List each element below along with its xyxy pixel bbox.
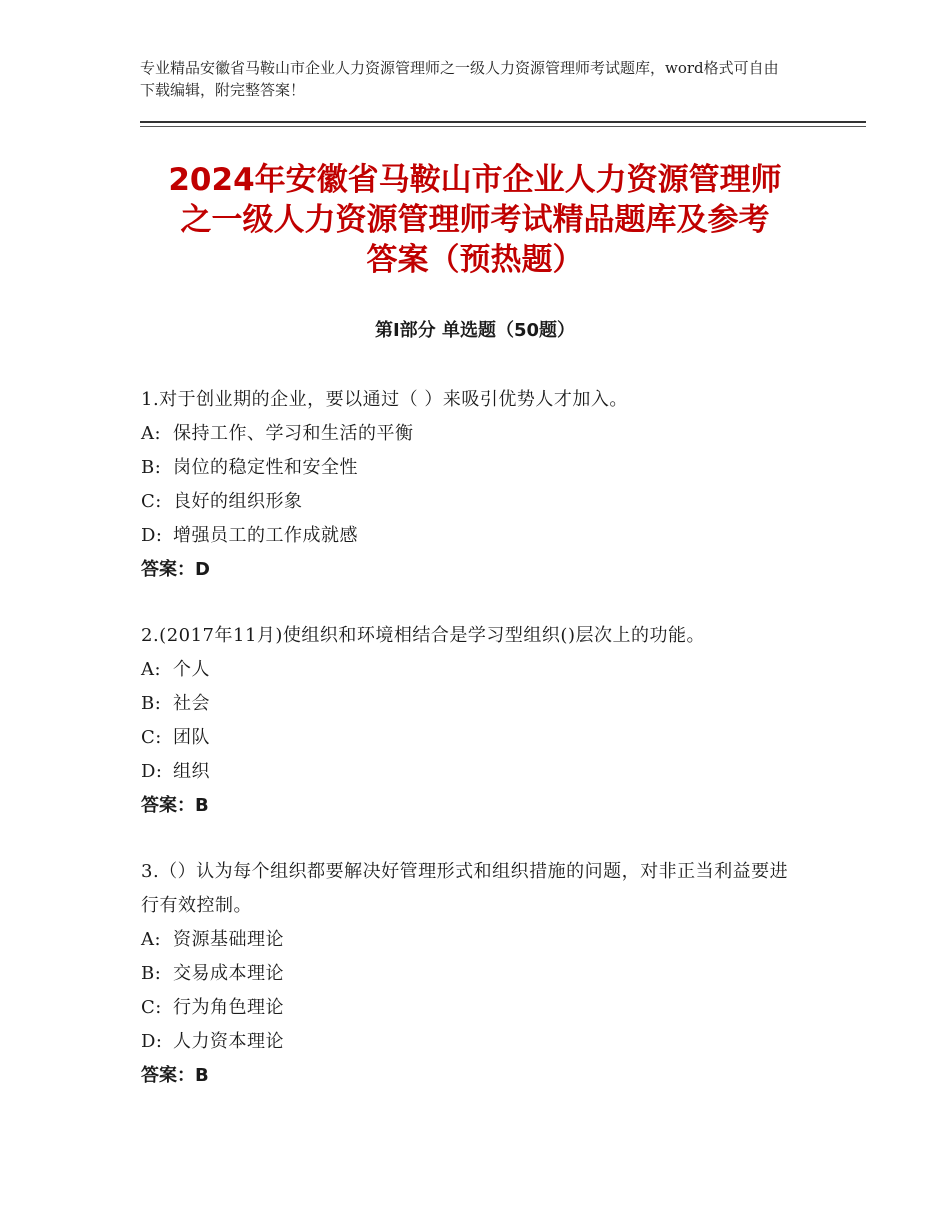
option-letter: B: (141, 693, 162, 714)
option-letter: D: (141, 761, 163, 782)
option-d (141, 755, 801, 789)
option-text: 保持工作、学习和生活的平衡 (173, 423, 414, 444)
option-letter: C: (141, 997, 162, 1018)
option-text: 人力资本理论 (173, 1031, 284, 1052)
header-rule-thick (140, 121, 866, 123)
answer-line: 答案：B (141, 795, 209, 816)
option-text: 岗位的稳定性和安全性 (173, 457, 358, 478)
option-text: 行为角色理论 (173, 997, 284, 1018)
section-title: 第Ⅰ部分 单选题（50题） (374, 320, 575, 341)
option-a (141, 653, 801, 687)
answer-line: 答案：D (141, 559, 210, 580)
option-text: 个人 (173, 659, 210, 680)
option-text: 团队 (173, 727, 210, 748)
title-line-2: 之一级人力资源管理师考试精品题库及参考 (180, 202, 770, 238)
option-letter: B: (141, 457, 162, 478)
header-rule-thin (140, 126, 866, 127)
title-line-1: 2024年安徽省马鞍山市企业人力资源管理师 (168, 162, 782, 198)
option-letter: C: (141, 491, 162, 512)
option-c (141, 721, 801, 755)
option-a (141, 417, 801, 451)
option-b (141, 687, 801, 721)
option-c (141, 485, 801, 519)
option-text: 增强员工的工作成就感 (173, 525, 358, 546)
option-letter: A: (141, 659, 162, 680)
option-letter: D: (141, 525, 163, 546)
option-text: 资源基础理论 (173, 929, 284, 950)
question-list (141, 383, 801, 1093)
option-c (141, 991, 801, 1025)
option-b (141, 957, 801, 991)
option-a (141, 923, 801, 957)
question-stem: 1.对于创业期的企业，要以通过（ ）来吸引优势人才加入。 (141, 389, 628, 410)
option-letter: B: (141, 963, 162, 984)
question-stem: 3.（）认为每个组织都要解决好管理形式和组织措施的问题，对非正当利益要进行有效控制。 (141, 861, 789, 916)
option-b (141, 451, 801, 485)
answer-line: 答案：B (141, 1065, 209, 1086)
question-3 (141, 855, 801, 1093)
option-letter: A: (141, 423, 162, 444)
option-text: 良好的组织形象 (173, 491, 303, 512)
option-text: 组织 (173, 761, 210, 782)
question-stem: 2.(2017年11月)使组织和环境相结合是学习型组织()层次上的功能。 (141, 625, 705, 646)
option-text: 社会 (173, 693, 210, 714)
question-1 (141, 383, 801, 587)
option-letter: C: (141, 727, 162, 748)
title-line-3: 答案（预热题） (366, 242, 584, 278)
option-d (141, 1025, 801, 1059)
option-d (141, 519, 801, 553)
question-2 (141, 619, 801, 823)
option-letter: A: (141, 929, 162, 950)
option-text: 交易成本理论 (173, 963, 284, 984)
option-letter: D: (141, 1031, 163, 1052)
document-title (100, 160, 850, 280)
header-note: 专业精品安徽省马鞍山市企业人力资源管理师之一级人力资源管理师考试题库，word格式可自由下载编辑，附完整答案！ (140, 59, 779, 99)
